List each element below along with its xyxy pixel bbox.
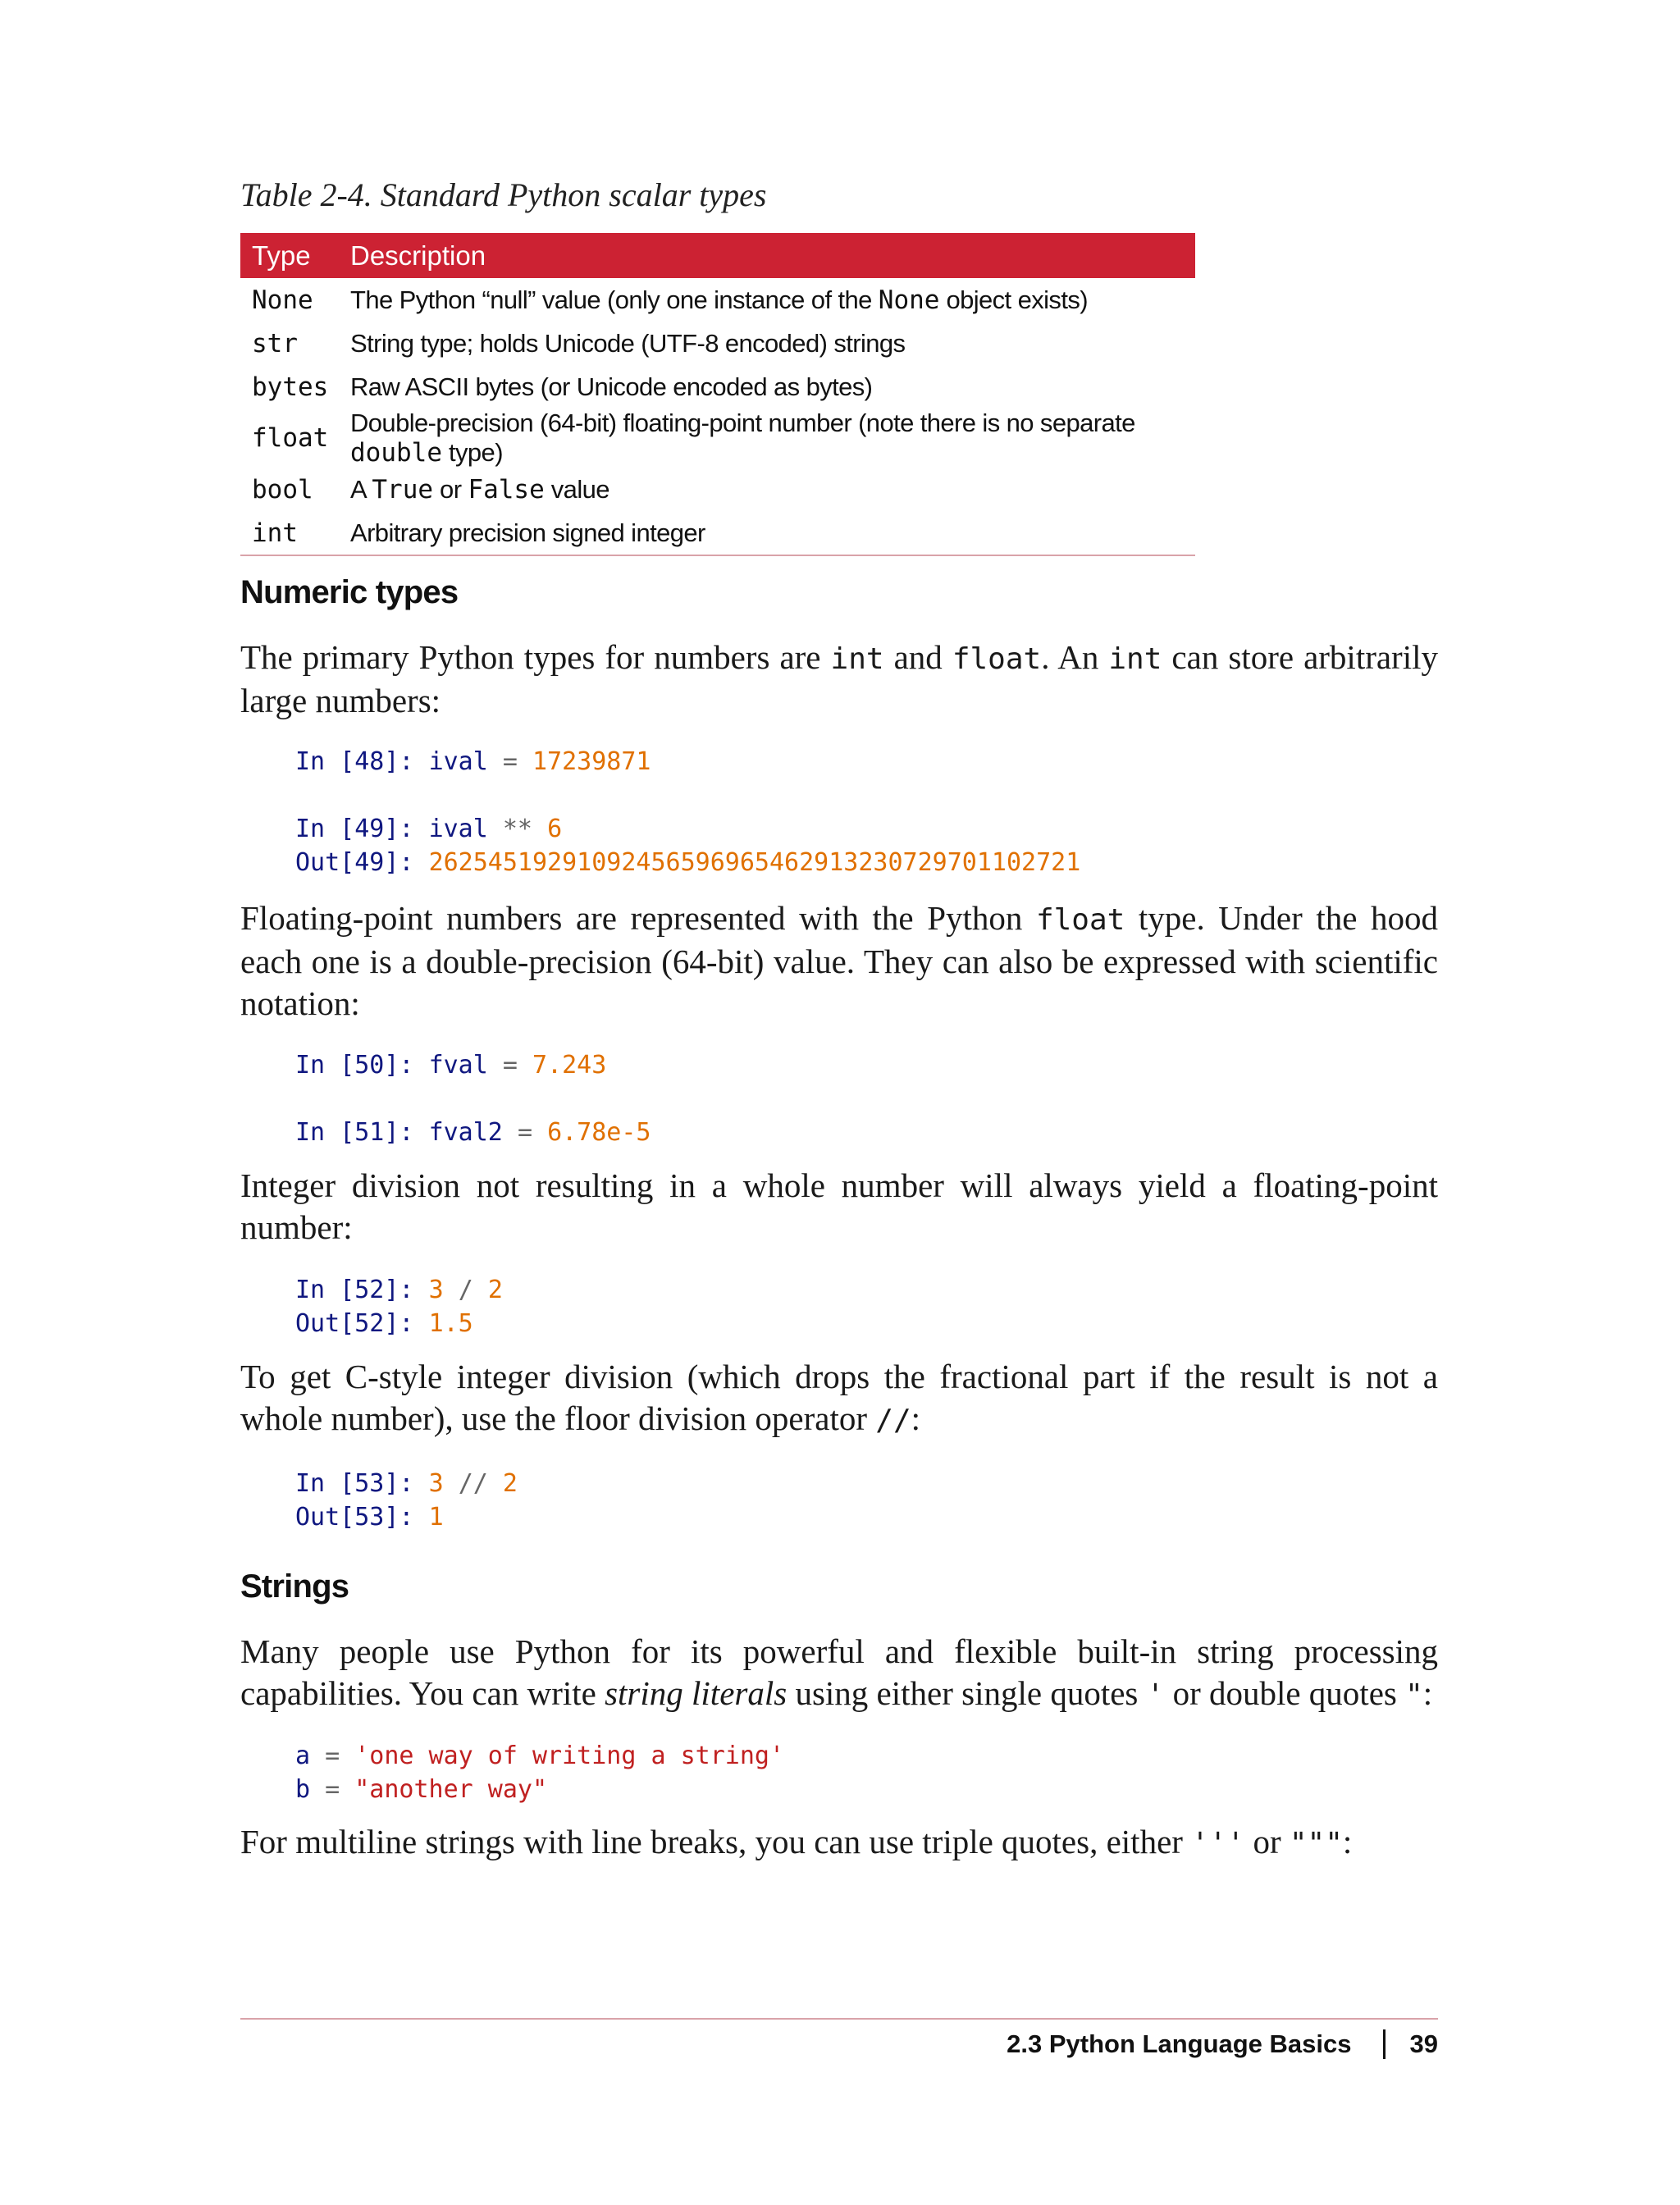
footer-separator	[1383, 2029, 1386, 2059]
page-footer	[1007, 2029, 1438, 2059]
description-cell: A True or False value	[350, 474, 609, 504]
type-cell: None	[252, 285, 313, 315]
footer-rule	[240, 2018, 1438, 2020]
paragraph: The primary Python types for numbers are int and float. An int can store arbitrarily large numbers:	[240, 638, 1438, 719]
code-line: b = "another way"	[295, 1775, 548, 1804]
table-header-row	[240, 233, 1195, 278]
code-line: In [52]: 3 / 2	[295, 1276, 503, 1304]
table-row	[240, 511, 1195, 555]
type-cell: bool	[252, 474, 313, 504]
code-block	[295, 1467, 518, 1534]
paragraph: For multiline strings with line breaks, you can use triple quotes, either ''' or """:	[240, 1823, 1353, 1860]
code-block	[295, 745, 1080, 879]
code-line: Out[53]: 1	[295, 1503, 444, 1532]
type-cell: float	[252, 423, 329, 453]
description-cell: The Python “null” value (only one instance of the None object exists)	[350, 285, 1088, 315]
description-cell: Arbitrary precision signed integer	[342, 511, 1195, 555]
code-line: In [49]: ival ** 6	[295, 815, 563, 843]
code-block	[295, 1048, 651, 1149]
table-row	[240, 278, 1195, 322]
code-block	[295, 1273, 503, 1340]
header-description: Description	[342, 233, 1195, 278]
table-row	[240, 322, 1195, 365]
paragraph: Floating-point numbers are represented with the Python float type. Under the hood each one is a double-precision (64-bit) value. They can also be expressed with scientific notation:	[240, 899, 1438, 1022]
table-row	[240, 409, 1195, 468]
paragraph: Integer division not resulting in a whole number will always yield a floating-point number:	[240, 1166, 1438, 1246]
type-cell: str	[252, 328, 298, 358]
paragraph: Many people use Python for its powerful and flexible built-in string processing capabilities. You can write string literals using either single quotes ' or double quotes ":	[240, 1632, 1438, 1712]
type-cell: int	[240, 511, 342, 555]
table-caption: Table 2-4. Standard Python scalar types	[240, 176, 767, 213]
type-cell: bytes	[252, 372, 329, 402]
code-line: In [48]: ival = 17239871	[295, 747, 651, 776]
code-line: Out[49]: 26254519291092456596965462913230729701102721	[295, 848, 1081, 877]
code-line: In [50]: fval = 7.243	[295, 1051, 607, 1080]
section-heading-strings: Strings	[240, 1568, 349, 1605]
table-row	[240, 365, 1195, 409]
code-line: In [53]: 3 // 2	[295, 1469, 518, 1498]
code-line: In [51]: fval2 = 6.78e-5	[295, 1118, 651, 1147]
header-type: Type	[240, 233, 342, 278]
page-number: 39	[1409, 2029, 1438, 2058]
scalar-types-table	[240, 233, 1195, 556]
code-block	[295, 1739, 784, 1806]
description-cell: Raw ASCII bytes (or Unicode encoded as bytes)	[350, 372, 873, 401]
running-section-title: 2.3 Python Language Basics	[1007, 2029, 1352, 2058]
description-cell: String type; holds Unicode (UTF-8 encoded) strings	[350, 328, 906, 358]
code-line: a = 'one way of writing a string'	[295, 1742, 785, 1770]
section-heading-numeric: Numeric types	[240, 574, 459, 610]
code-line: Out[52]: 1.5	[295, 1309, 473, 1338]
description-cell: Double-precision (64-bit) floating-point number (note there is no separate double type)	[350, 409, 1135, 468]
table-row	[240, 468, 1195, 511]
paragraph: To get C-style integer division (which drops the fractional part if the result is not a whole number), use the floor division operator //:	[240, 1358, 1438, 1437]
